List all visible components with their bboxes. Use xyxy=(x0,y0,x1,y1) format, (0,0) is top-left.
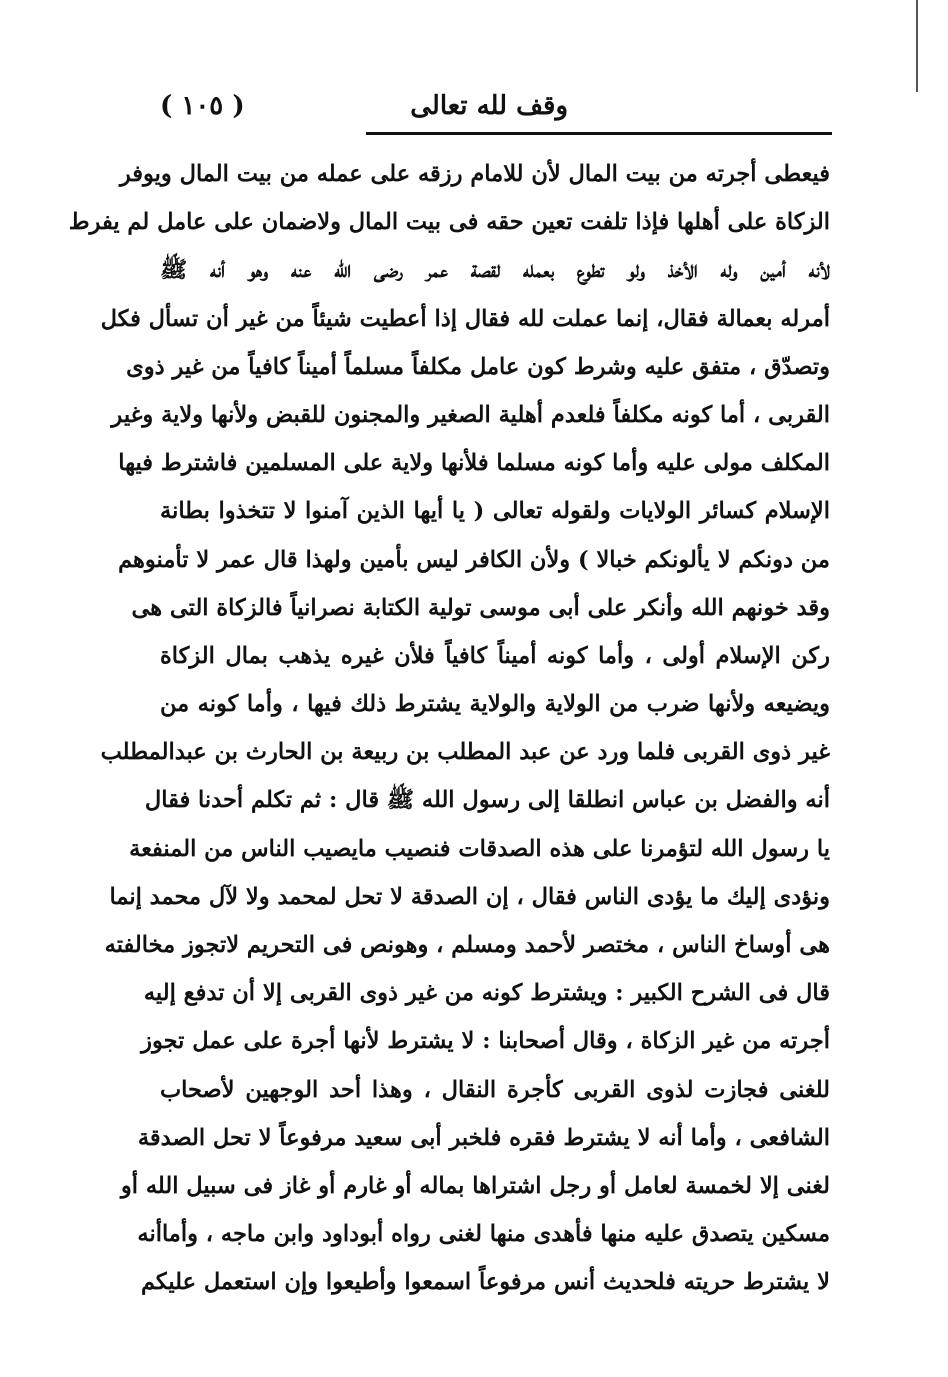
text-line: أنه والفضل بن عباس انطلقا إلى رسول الله ﷺ قال : ثم تكلم أحدنا فقال xyxy=(144,787,830,814)
text-line: ونؤدى إليك ما يؤدى الناس فقال ، إن الصدقة لا تحل لمحمد ولا لآل محمد إنما xyxy=(109,883,830,910)
text-line: ويضيعه ولأنها ضرب من الولاية والولاية يشترط ذلك فيها ، وأما كونه من xyxy=(160,691,830,718)
text-line: فيعطى أجرته من بيت المال لأن للامام رزقه على عمله من بيت المال ويوفر xyxy=(119,161,830,187)
text-line: للغنى فجازت لذوى القربى كأجرة النقال ، وهذا أحد الوجهين لأصحاب xyxy=(160,1076,830,1103)
text-line: لأنه أمين وله الأخذ ولو تطوع بعمله لقصة عمر رضى الله عنه وهو أنه ﷺ xyxy=(160,257,830,284)
text-line: المكلف مولى عليه وأما كونه مسلما فلأنها ولاية على المسلمين فاشترط فيها xyxy=(118,450,830,477)
text-line: الإسلام كسائر الولايات ولقوله تعالى ( يا أيها الذين آمنوا لا تتخذوا بطانة xyxy=(160,498,830,525)
text-line: لا يشترط حريته فلحديث أنس مرفوعاً اسمعوا وأطيعوا وإن استعمل عليكم xyxy=(140,1269,830,1296)
text-line: ركن الإسلام أولى ، وأما كونه أميناً كافياً فلأن غيره يذهب بمال الزكاة xyxy=(160,642,830,669)
text-line: مسكين يتصدق عليه منها فأهدى منها لغنى رواه أبوداود وابن ماجه ، وأماأنه xyxy=(137,1221,830,1248)
header-rule xyxy=(366,132,832,135)
text-line: من دونكم لا يألونكم خبالا ) ولأن الكافر ليس بأمين ولهذا قال عمر لا تأمنوهم xyxy=(118,546,830,573)
page-edge-line xyxy=(916,0,918,92)
text-line: غير ذوى القربى فلما ورد عن عبد المطلب بن ربيعة بن الحارث بن عبدالمطلب xyxy=(100,739,830,766)
text-line: الشافعى ، وأما أنه لا يشترط فقره فلخبر أبى سعيد مرفوعاً لا تحل الصدقة xyxy=(137,1124,830,1151)
text-line: لغنى إلا لخمسة لعامل أو رجل اشتراها بماله أو غارم أو غاز فى سبيل الله أو xyxy=(120,1172,830,1199)
text-line: هى أوساخ الناس ، مختصر لأحمد ومسلم ، وهونص فى التحريم لاتجوز مخالفته xyxy=(104,932,830,958)
running-title: وقف لله تعالى xyxy=(410,91,568,121)
text-line: وقد خونهم الله وأنكر على أبى موسى تولية الكتابة نصرانياً فالزكاة التى هى xyxy=(131,594,830,621)
page-header xyxy=(160,86,822,130)
body-text xyxy=(68,150,830,1307)
text-line: وتصدّق ، متفق عليه وشرط كون عامل مكلفاً مسلماً أميناً كافياً من غير ذوى xyxy=(126,353,830,380)
text-line: أجرته من غير الزكاة ، وقال أصحابنا : لا يشترط لأنها أجرة على عمل تجوز xyxy=(141,1028,830,1055)
text-line: الزكاة على أهلها فإذا تلفت تعين حقه فى بيت المال ولاضمان على عامل لم يفرط xyxy=(68,209,830,236)
page-number: ( ١٠٥ ) xyxy=(160,91,245,121)
text-line: القربى ، أما كونه مكلفاً فلعدم أهلية الصغير والمجنون للقبض ولأنها ولاية وغير xyxy=(111,401,830,428)
text-line: يا رسول الله لتؤمرنا على هذه الصدقات فنصيب مايصيب الناس من المنفعة xyxy=(129,835,830,862)
text-line: قال فى الشرح الكبير : ويشترط كونه من غير ذوى القربى إلا أن تدفع إليه xyxy=(143,980,830,1007)
text-line: أمرله بعمالة فقال، إنما عملت لله فقال إذا أعطيت شيئاً من غير أن تسأل فكل xyxy=(100,305,830,332)
